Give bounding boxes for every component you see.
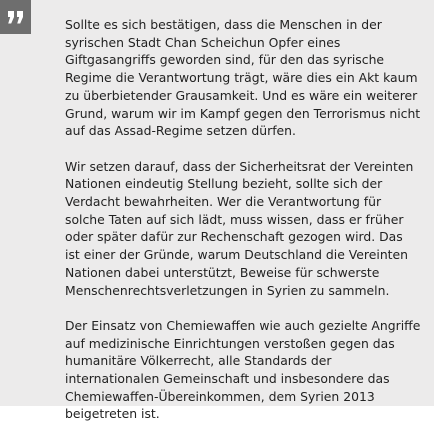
quote-mark-icon: [7, 11, 24, 24]
quote-paragraph-1: Sollte es sich bestätigen, dass die Menschen in der syrischen Stadt Chan Scheichun Opfer eines Giftgasangriffs geworden sind, für den das syrische Regime die Verantwortung trägt, wäre dies ein Akt kaum zu überbietender Grausamkeit. Und es wäre ein weiterer Grund, warum wir im Kampf gegen den Terrorismus nicht auf das Assad-Regime setzen dürfen.: [65, 17, 421, 139]
quote-paragraph-3: Der Einsatz von Chemiewaffen wie auch gezielte Angriffe auf medizinische Einrichtungen verstoßen gegen das humanitäre Völkerrecht, alle Standards der internationalen Gemeinschaft und insbesondere das Chemiewaffen-Übereinkommen, dem Syrien 2013 beigetreten ist.: [65, 317, 421, 422]
quote-text: [65, 16, 421, 423]
quote-paragraph-2: Wir setzen darauf, dass der Sicherheitsrat der Vereinten Nationen eindeutig Stellung bezieht, sollte sich der Verdacht bewahrheiten. Wer die Verantwortung für solche Taten auf sich lädt, muss wissen, dass er früher oder später dafür zur Rechenschaft gezogen wird. Das ist einer der Gründe, warum Deutschland die Vereinten Nationen dabei unterstützt, Beweise für schwerste Menschenrechtsverletzungen in Syrien zu sammeln.: [65, 158, 414, 298]
quote-badge: [0, 0, 31, 34]
